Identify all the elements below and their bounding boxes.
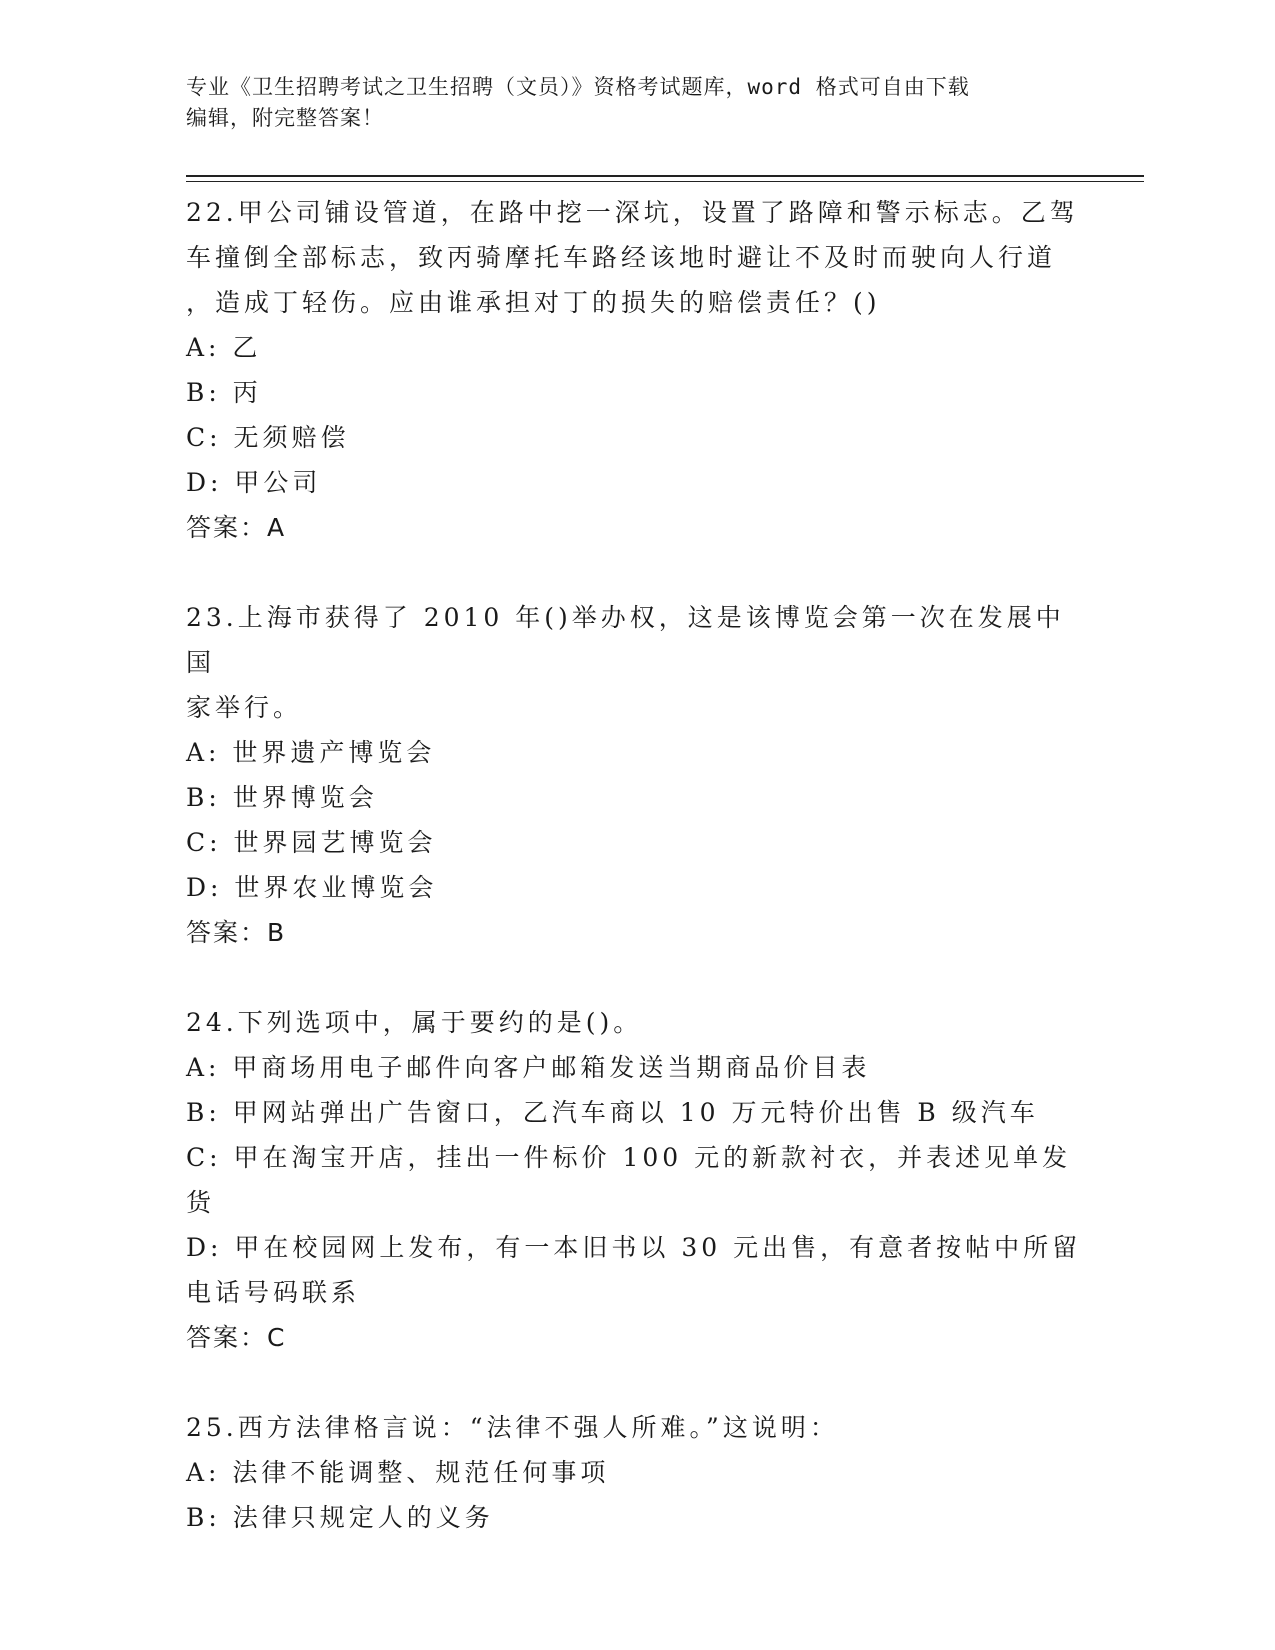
answer-line: 答案：A: [186, 513, 287, 542]
question-stem-line: 24.下列选项中，属于要约的是()。: [186, 1008, 643, 1037]
question-stem-line: ，造成丁轻伤。应由谁承担对丁的损失的赔偿责任？(): [186, 288, 881, 317]
question-stem-line: 25.西方法律格言说：“法律不强人所难。”这说明：: [186, 1413, 839, 1442]
header-divider-thin: [186, 181, 1144, 182]
option-c: C: 无须赔偿: [186, 423, 350, 452]
question-list: [186, 190, 1086, 1540]
option-a: A: 甲商场用电子邮件向客户邮箱发送当期商品价目表: [186, 1053, 871, 1082]
header-line-2: 编辑，附完整答案！: [186, 106, 384, 130]
question-stem-line: 车撞倒全部标志，致丙骑摩托车路经该地时避让不及时而驶向人行道: [186, 243, 1057, 272]
question-23: [186, 595, 1086, 955]
question-24: [186, 1000, 1086, 1360]
header-divider-thick: [186, 175, 1144, 177]
answer-line: 答案：B: [186, 918, 287, 947]
answer-line: 答案：C: [186, 1323, 287, 1352]
header-line-1: 专业《卫生招聘考试之卫生招聘（文员）》资格考试题库，word 格式可自由下载: [186, 75, 970, 99]
option-c: C: 甲在淘宝开店，挂出一件标价 100 元的新款衬衣，并表述见单发货: [186, 1143, 1072, 1217]
option-b: B: 丙: [186, 378, 262, 407]
question-25: [186, 1405, 1086, 1540]
option-d: D: 甲在校园网上发布，有一本旧书以 30 元出售，有意者按帖中所留: [186, 1233, 1082, 1262]
option-d-continued: 电话号码联系: [186, 1278, 361, 1307]
option-b: B: 法律只规定人的义务: [186, 1503, 494, 1532]
question-stem-line: 23.上海市获得了 2010 年()举办权，这是该博览会第一次在发展中国: [186, 603, 1065, 677]
question-22: [186, 190, 1086, 550]
option-a: A: 世界遗产博览会: [186, 738, 436, 767]
option-a: A: 法律不能调整、规范任何事项: [186, 1458, 610, 1487]
option-c: C: 世界园艺博览会: [186, 828, 437, 857]
option-b: B: 甲网站弹出广告窗口，乙汽车商以 10 万元特价出售 B 级汽车: [186, 1098, 1039, 1127]
option-d: D: 甲公司: [186, 468, 322, 497]
option-a: A: 乙: [186, 333, 262, 362]
option-b: B: 世界博览会: [186, 783, 378, 812]
document-header: [186, 72, 1066, 134]
option-d: D: 世界农业博览会: [186, 873, 438, 902]
question-stem-line: 家举行。: [186, 693, 303, 722]
question-stem-line: 22.甲公司铺设管道，在路中挖一深坑，设置了路障和警示标志。乙驾: [186, 198, 1079, 227]
